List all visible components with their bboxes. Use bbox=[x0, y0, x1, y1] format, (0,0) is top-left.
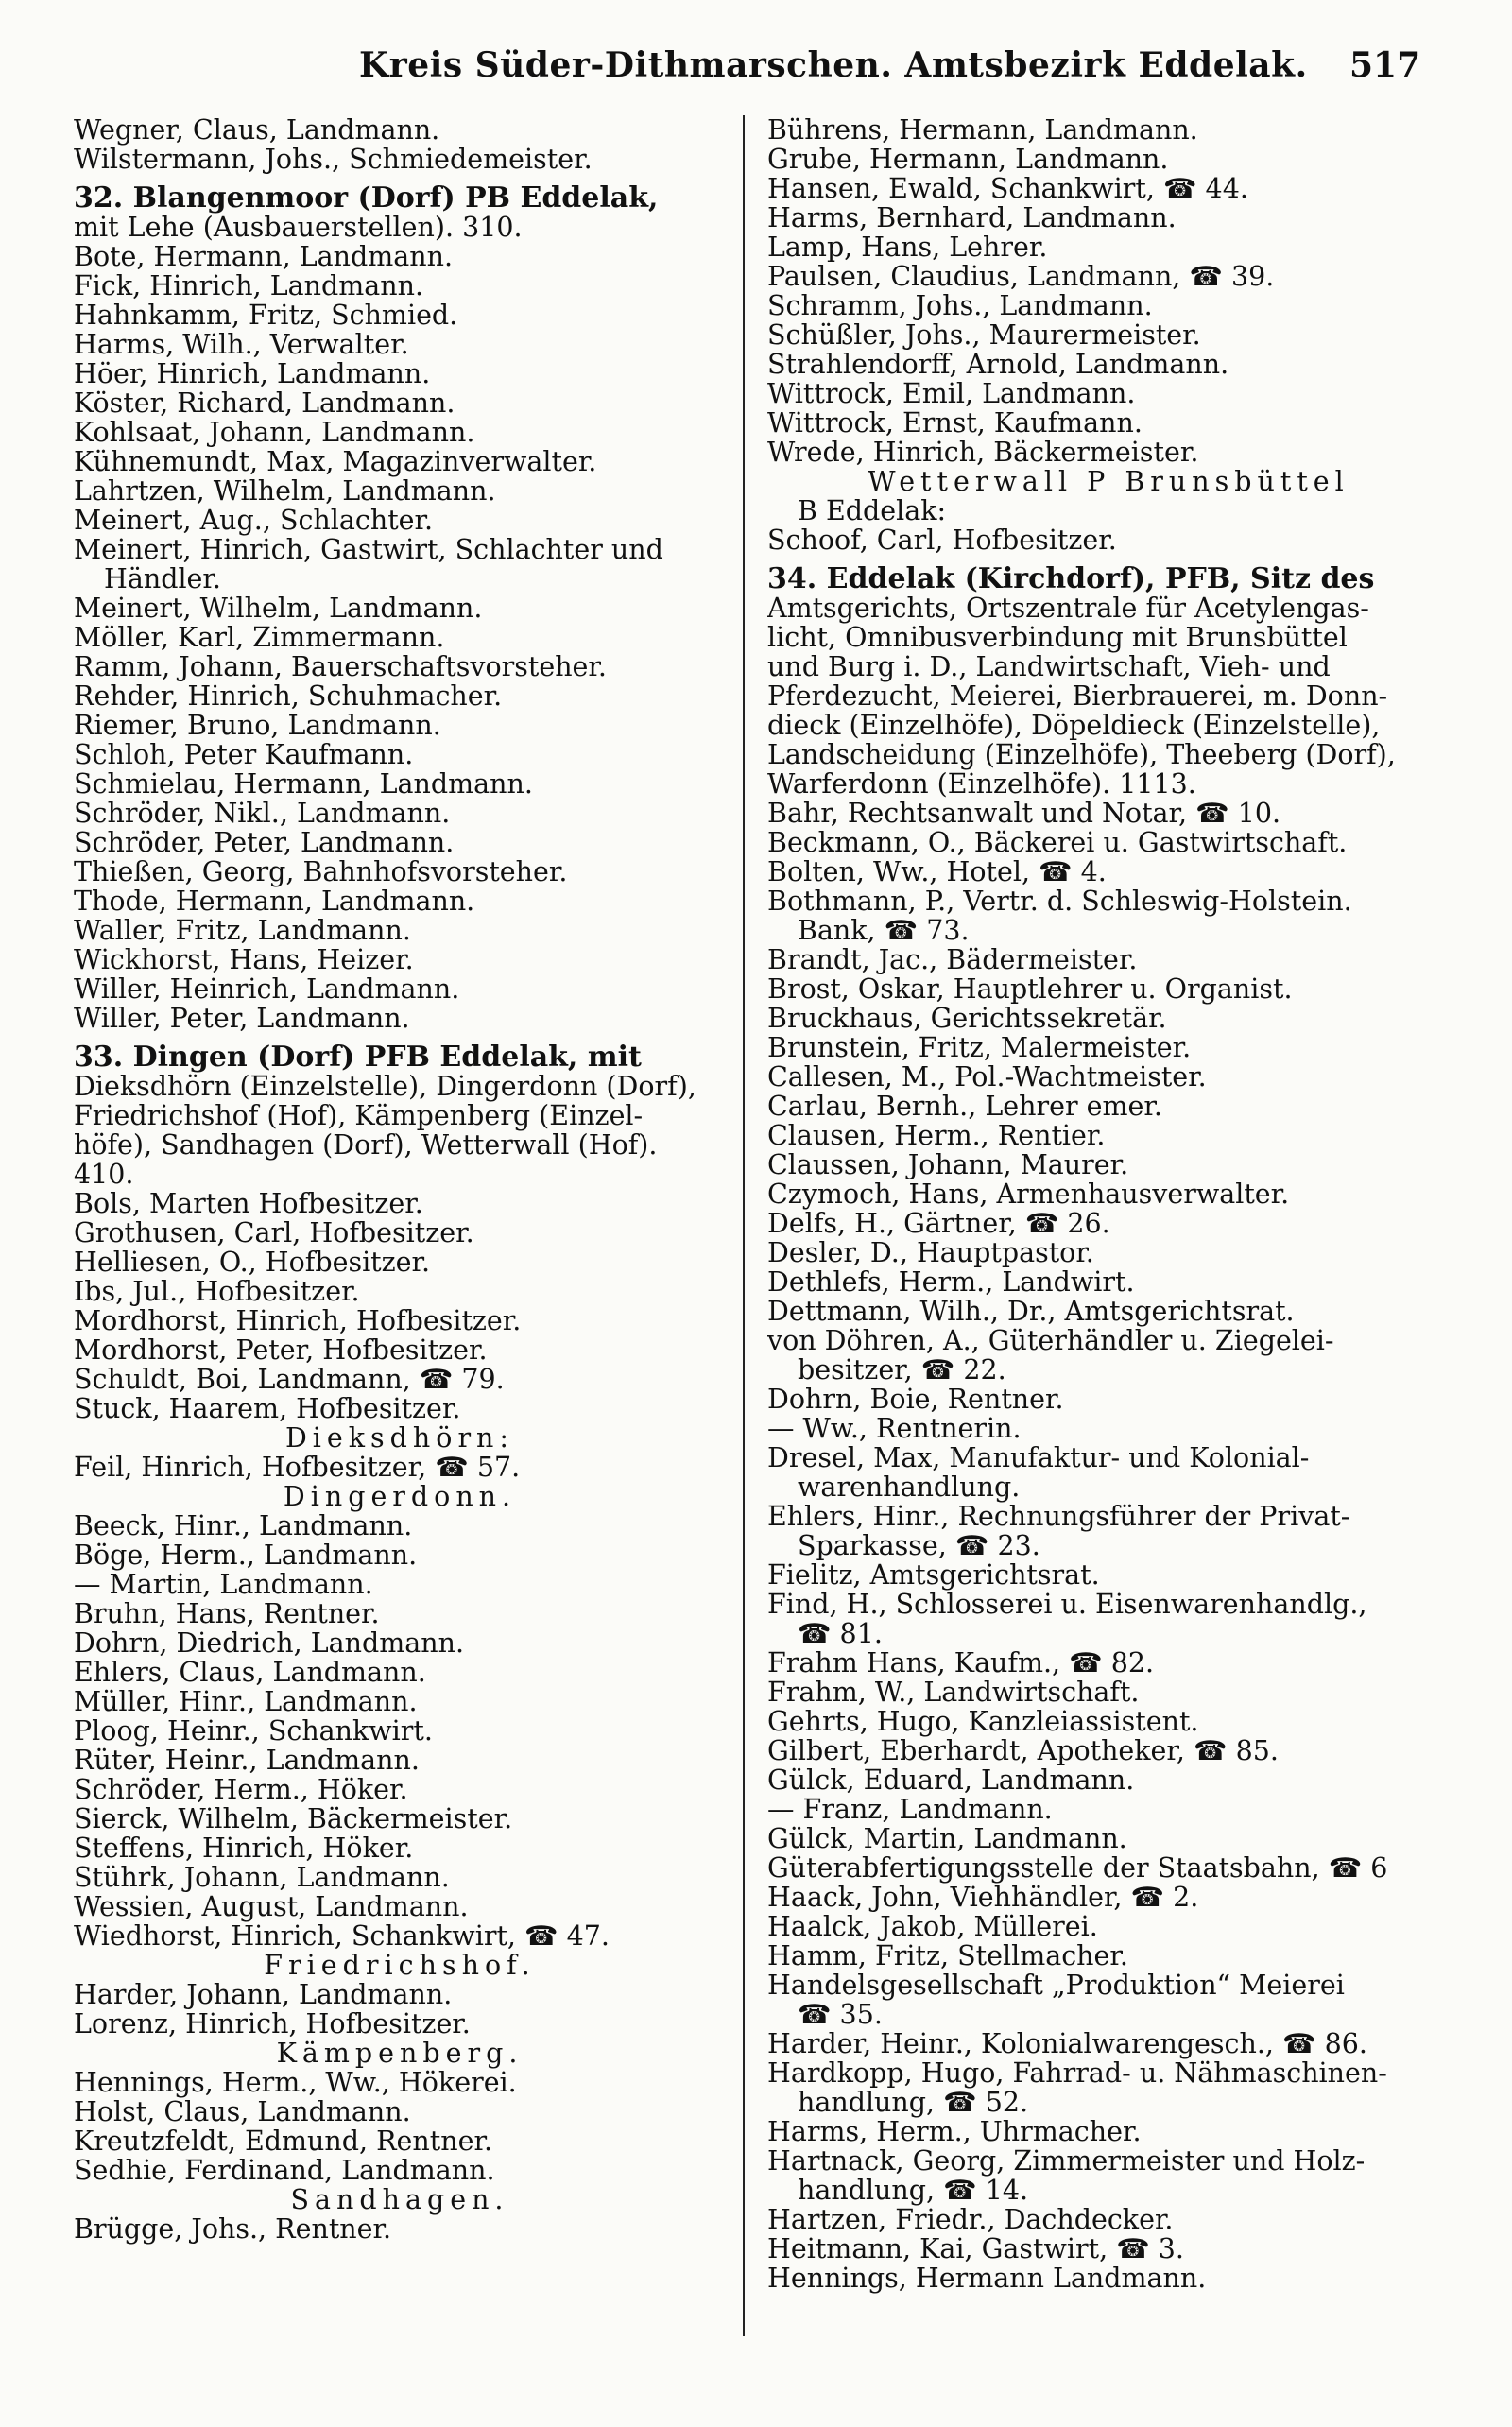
entry-line: Güterabfertigungsstelle der Staatsbahn, ☎ 6 bbox=[767, 1852, 1388, 1884]
entry-line: Mordhorst, Hinrich, Hofbesitzer. bbox=[74, 1305, 522, 1336]
entry-line: Ibs, Jul., Hofbesitzer. bbox=[74, 1276, 360, 1307]
entry-line: Handelsgesellschaft „Produktion“ Meierei bbox=[767, 1970, 1345, 2001]
section-description: 410. bbox=[74, 1159, 134, 1190]
entry-line: Gilbert, Eberhardt, Apotheker, ☎ 85. bbox=[767, 1735, 1279, 1766]
entry-line: Ehlers, Hinr., Rechnungsführer der Privat- bbox=[767, 1501, 1350, 1532]
entry-line: Schröder, Nikl., Landmann. bbox=[74, 798, 451, 829]
entry-line: Hennings, Herm., Ww., Hökerei. bbox=[74, 2067, 517, 2098]
entry-line: Müller, Hinr., Landmann. bbox=[74, 1686, 418, 1717]
entry-line: Bührens, Hermann, Landmann. bbox=[767, 115, 1198, 146]
section-description: höfe), Sandhagen (Dorf), Wetterwall (Hof). bbox=[74, 1129, 658, 1161]
entry-line: Kreutzfeldt, Edmund, Rentner. bbox=[74, 2126, 493, 2157]
entry-line: Waller, Fritz, Landmann. bbox=[74, 915, 411, 946]
entry-line: Ehlers, Claus, Landmann. bbox=[74, 1657, 426, 1688]
section-description: dieck (Einzelhöfe), Döpeldieck (Einzelstelle), bbox=[767, 710, 1381, 741]
entry-line: Brunstein, Fritz, Malermeister. bbox=[767, 1032, 1192, 1063]
entry-line: Rüter, Heinr., Landmann. bbox=[74, 1745, 420, 1776]
section-description: licht, Omnibusverbindung mit Brunsbüttel bbox=[767, 622, 1348, 653]
entry-line: Wittrock, Emil, Landmann. bbox=[767, 378, 1136, 409]
entry-line: Mordhorst, Peter, Hofbesitzer. bbox=[74, 1334, 488, 1366]
entry-line: Harms, Wilh., Verwalter. bbox=[74, 329, 409, 360]
entry-line: Schröder, Herm., Höker. bbox=[74, 1774, 408, 1805]
entry-line: Fielitz, Amtsgerichtsrat. bbox=[767, 1559, 1100, 1591]
entry-line: Willer, Heinrich, Landmann. bbox=[74, 973, 460, 1005]
entry-line: Wickhorst, Hans, Heizer. bbox=[74, 944, 414, 975]
entry-line: Bote, Hermann, Landmann. bbox=[74, 241, 454, 272]
entry-line: Bols, Marten Hofbesitzer. bbox=[74, 1188, 423, 1219]
subsection-heading: Kämpenberg. bbox=[276, 2038, 524, 2069]
entry-line: Heitmann, Kai, Gastwirt, ☎ 3. bbox=[767, 2233, 1184, 2264]
entry-line: Beckmann, O., Bäckerei u. Gastwirtschaft. bbox=[767, 827, 1348, 858]
entry-line: Willer, Peter, Landmann. bbox=[74, 1003, 410, 1034]
entry-line: Schramm, Johs., Landmann. bbox=[767, 290, 1153, 321]
entry-line: Hennings, Hermann Landmann. bbox=[767, 2263, 1207, 2294]
entry-line: Meinert, Aug., Schlachter. bbox=[74, 505, 434, 536]
entry-line: Sierck, Wilhelm, Bäckermeister. bbox=[74, 1803, 513, 1834]
entry-line: Ploog, Heinr., Schankwirt. bbox=[74, 1715, 433, 1747]
entry-line: Lamp, Hans, Lehrer. bbox=[767, 232, 1048, 263]
right-column bbox=[767, 115, 1450, 2412]
entry-line: Wilstermann, Johs., Schmiedemeister. bbox=[74, 144, 593, 175]
entry-line: Paulsen, Claudius, Landmann, ☎ 39. bbox=[767, 261, 1275, 292]
entry-line: Hartnack, Georg, Zimmermeister und Holz- bbox=[767, 2145, 1366, 2177]
entry-line: Thießen, Georg, Bahnhofsvorsteher. bbox=[74, 856, 568, 887]
section-description: Dieksdhörn (Einzelstelle), Dingerdonn (Dorf), bbox=[74, 1071, 696, 1102]
entry-line: Harder, Johann, Landmann. bbox=[74, 1979, 453, 2010]
entry-line: Schoof, Carl, Hofbesitzer. bbox=[767, 525, 1117, 556]
entry-line: Feil, Hinrich, Hofbesitzer, ☎ 57. bbox=[74, 1452, 521, 1483]
entry-continuation: Bank, ☎ 73. bbox=[798, 915, 970, 946]
entry-continuation: handlung, ☎ 52. bbox=[798, 2087, 1029, 2118]
entry-line: Schloh, Peter Kaufmann. bbox=[74, 739, 414, 770]
entry-line: Lorenz, Hinrich, Hofbesitzer. bbox=[74, 2008, 471, 2040]
entry-line: Böge, Herm., Landmann. bbox=[74, 1540, 418, 1571]
entry-line: Thode, Hermann, Landmann. bbox=[74, 886, 475, 917]
section-description: und Burg i. D., Landwirtschaft, Vieh- und bbox=[767, 651, 1331, 682]
entry-line: Hartzen, Friedr., Dachdecker. bbox=[767, 2204, 1174, 2235]
entry-line: Bruhn, Hans, Rentner. bbox=[74, 1598, 380, 1629]
entry-line: Carlau, Bernh., Lehrer emer. bbox=[767, 1091, 1162, 1122]
entry-line: Bothmann, P., Vertr. d. Schleswig-Holstein. bbox=[767, 886, 1352, 917]
page-title: Kreis Süder-Dithmarschen. Amtsbezirk Eddelak. bbox=[359, 45, 1308, 85]
subsection-heading: Dieksdhörn: bbox=[284, 1422, 515, 1454]
entry-line: Haack, John, Viehhändler, ☎ 2. bbox=[767, 1882, 1199, 1913]
entry-continuation: handlung, ☎ 14. bbox=[798, 2175, 1029, 2206]
entry-line: Dethlefs, Herm., Landwirt. bbox=[767, 1266, 1135, 1298]
entry-line: Riemer, Bruno, Landmann. bbox=[74, 710, 441, 741]
entry-line: Schröder, Peter, Landmann. bbox=[74, 827, 455, 858]
entry-line: Brandt, Jac., Bädermeister. bbox=[767, 944, 1138, 975]
entry-line: Köster, Richard, Landmann. bbox=[74, 387, 455, 419]
entry-line: Find, H., Schlosserei u. Eisenwarenhandlg., bbox=[767, 1589, 1367, 1620]
entry-line: Helliesen, O., Hofbesitzer. bbox=[74, 1247, 431, 1278]
entry-line: Stührk, Johann, Landmann. bbox=[74, 1862, 450, 1893]
entry-line: Strahlendorff, Arnold, Landmann. bbox=[767, 349, 1229, 380]
entry-line: Wegner, Claus, Landmann. bbox=[74, 115, 440, 146]
section-description: Friedrichshof (Hof), Kämpenberg (Einzel- bbox=[74, 1100, 644, 1131]
entry-line: Harder, Heinr., Kolonialwarengesch., ☎ 86. bbox=[767, 2028, 1367, 2059]
entry-line: Fick, Hinrich, Landmann. bbox=[74, 270, 424, 301]
entry-line: Bahr, Rechtsanwalt und Notar, ☎ 10. bbox=[767, 798, 1281, 829]
subsection-heading: Friedrichshof. bbox=[264, 1950, 536, 1981]
entry-line: Grube, Hermann, Landmann. bbox=[767, 144, 1169, 175]
entry-line: Haalck, Jakob, Müllerei. bbox=[767, 1911, 1098, 1942]
entry-line: Wittrock, Ernst, Kaufmann. bbox=[767, 407, 1143, 439]
section-description: Warferdonn (Einzelhöfe). 1113. bbox=[767, 768, 1196, 800]
left-column bbox=[74, 115, 726, 2412]
entry-continuation: ☎ 35. bbox=[798, 1999, 883, 2030]
entry-line: Stuck, Haarem, Hofbesitzer. bbox=[74, 1393, 461, 1424]
entry-line: — Martin, Landmann. bbox=[74, 1569, 373, 1600]
entry-line: Möller, Karl, Zimmermann. bbox=[74, 622, 445, 653]
entry-line: Dohrn, Diedrich, Landmann. bbox=[74, 1627, 465, 1659]
entry-line: — Ww., Rentnerin. bbox=[767, 1413, 1022, 1444]
entry-line: Brügge, Johs., Rentner. bbox=[74, 2213, 392, 2245]
entry-line: Frahm Hans, Kaufm., ☎ 82. bbox=[767, 1647, 1155, 1678]
entry-line: Schüßler, Johs., Maurermeister. bbox=[767, 319, 1201, 351]
page-header bbox=[0, 38, 1512, 95]
section-heading: 34. Eddelak (Kirchdorf), PFB, Sitz des bbox=[767, 562, 1375, 595]
entry-line: Schuldt, Boi, Landmann, ☎ 79. bbox=[74, 1364, 505, 1395]
entry-line: Hansen, Ewald, Schankwirt, ☎ 44. bbox=[767, 173, 1248, 204]
subsection-heading: Sandhagen. bbox=[290, 2184, 509, 2215]
entry-line: Meinert, Hinrich, Gastwirt, Schlachter und bbox=[74, 534, 663, 565]
entry-line: Frahm, W., Landwirtschaft. bbox=[767, 1677, 1140, 1708]
entry-continuation: ☎ 81. bbox=[798, 1618, 883, 1649]
entry-line: Kühnemundt, Max, Magazinverwalter. bbox=[74, 446, 597, 477]
entry-line: Dresel, Max, Manufaktur- und Kolonial- bbox=[767, 1442, 1310, 1473]
entry-line: Bolten, Ww., Hotel, ☎ 4. bbox=[767, 856, 1107, 887]
entry-line: Hamm, Fritz, Stellmacher. bbox=[767, 1940, 1128, 1971]
section-heading: 33. Dingen (Dorf) PFB Eddelak, mit bbox=[74, 1041, 642, 1074]
entry-line: Höer, Hinrich, Landmann. bbox=[74, 358, 431, 389]
page-number: 517 bbox=[1349, 45, 1421, 85]
entry-line: Clausen, Herm., Rentier. bbox=[767, 1120, 1106, 1151]
entry-line: Gülck, Eduard, Landmann. bbox=[767, 1764, 1135, 1796]
entry-line: Callesen, M., Pol.-Wachtmeister. bbox=[767, 1061, 1207, 1093]
entry-line: Czymoch, Hans, Armenhausverwalter. bbox=[767, 1179, 1290, 1210]
entry-line: Hahnkamm, Fritz, Schmied. bbox=[74, 300, 458, 331]
entry-line: Wessien, August, Landmann. bbox=[74, 1891, 469, 1922]
entry-line: Schmielau, Hermann, Landmann. bbox=[74, 768, 533, 800]
entry-line: von Döhren, A., Güterhändler u. Ziegelei- bbox=[767, 1325, 1334, 1356]
entry-line: Hardkopp, Hugo, Fahrrad- u. Nähmaschinen- bbox=[767, 2057, 1387, 2089]
entry-line: Gülck, Martin, Landmann. bbox=[767, 1823, 1127, 1854]
entry-line: Grothusen, Carl, Hofbesitzer. bbox=[74, 1217, 474, 1248]
entry-line: Dohrn, Boie, Rentner. bbox=[767, 1384, 1064, 1415]
entry-continuation: besitzer, ☎ 22. bbox=[798, 1354, 1006, 1386]
entry-continuation: Sparkasse, ☎ 23. bbox=[798, 1530, 1040, 1561]
entry-line: Sedhie, Ferdinand, Landmann. bbox=[74, 2155, 495, 2186]
entry-line: Rehder, Hinrich, Schuhmacher. bbox=[74, 680, 503, 712]
section-description: Pferdezucht, Meierei, Bierbrauerei, m. Donn- bbox=[767, 680, 1388, 712]
entry-line: Holst, Claus, Landmann. bbox=[74, 2096, 411, 2127]
section-heading: 32. Blangenmoor (Dorf) PB Eddelak, bbox=[74, 181, 659, 215]
entry-line: Beeck, Hinr., Landmann. bbox=[74, 1510, 413, 1541]
entry-line: Kohlsaat, Johann, Landmann. bbox=[74, 417, 475, 448]
section-description: mit Lehe (Ausbauerstellen). 310. bbox=[74, 212, 523, 243]
section-description: Landscheidung (Einzelhöfe), Theeberg (Dorf), bbox=[767, 739, 1396, 770]
entry-line: Meinert, Wilhelm, Landmann. bbox=[74, 593, 483, 624]
entry-line: Desler, D., Hauptpastor. bbox=[767, 1237, 1094, 1268]
entry-continuation: Händler. bbox=[104, 563, 221, 594]
column-divider bbox=[743, 115, 745, 2336]
entry-line: Wiedhorst, Hinrich, Schankwirt, ☎ 47. bbox=[74, 1920, 610, 1952]
entry-continuation: warenhandlung. bbox=[798, 1472, 1021, 1503]
entry-line: Bruckhaus, Gerichtssekretär. bbox=[767, 1003, 1167, 1034]
entry-continuation: B Eddelak: bbox=[798, 495, 947, 526]
entry-line: Gehrts, Hugo, Kanzleiassistent. bbox=[767, 1706, 1199, 1737]
entry-line: Ramm, Johann, Bauerschaftsvorsteher. bbox=[74, 651, 607, 682]
entry-line: Steffens, Hinrich, Höker. bbox=[74, 1833, 414, 1864]
entry-line: Harms, Bernhard, Landmann. bbox=[767, 202, 1177, 233]
subsection-heading: Dingerdonn. bbox=[283, 1481, 517, 1512]
subsection-heading: Wetterwall P Brunsbüttel bbox=[868, 466, 1349, 497]
entry-line: — Franz, Landmann. bbox=[767, 1794, 1053, 1825]
entry-line: Harms, Herm., Uhrmacher. bbox=[767, 2116, 1142, 2147]
section-description: Amtsgerichts, Ortszentrale für Acetylengas- bbox=[767, 593, 1369, 624]
entry-line: Lahrtzen, Wilhelm, Landmann. bbox=[74, 475, 496, 507]
entry-line: Dettmann, Wilh., Dr., Amtsgerichtsrat. bbox=[767, 1296, 1295, 1327]
entry-line: Claussen, Johann, Maurer. bbox=[767, 1149, 1129, 1180]
entry-line: Wrede, Hinrich, Bäckermeister. bbox=[767, 437, 1199, 468]
entry-line: Delfs, H., Gärtner, ☎ 26. bbox=[767, 1208, 1110, 1239]
entry-line: Brost, Oskar, Hauptlehrer u. Organist. bbox=[767, 973, 1293, 1005]
